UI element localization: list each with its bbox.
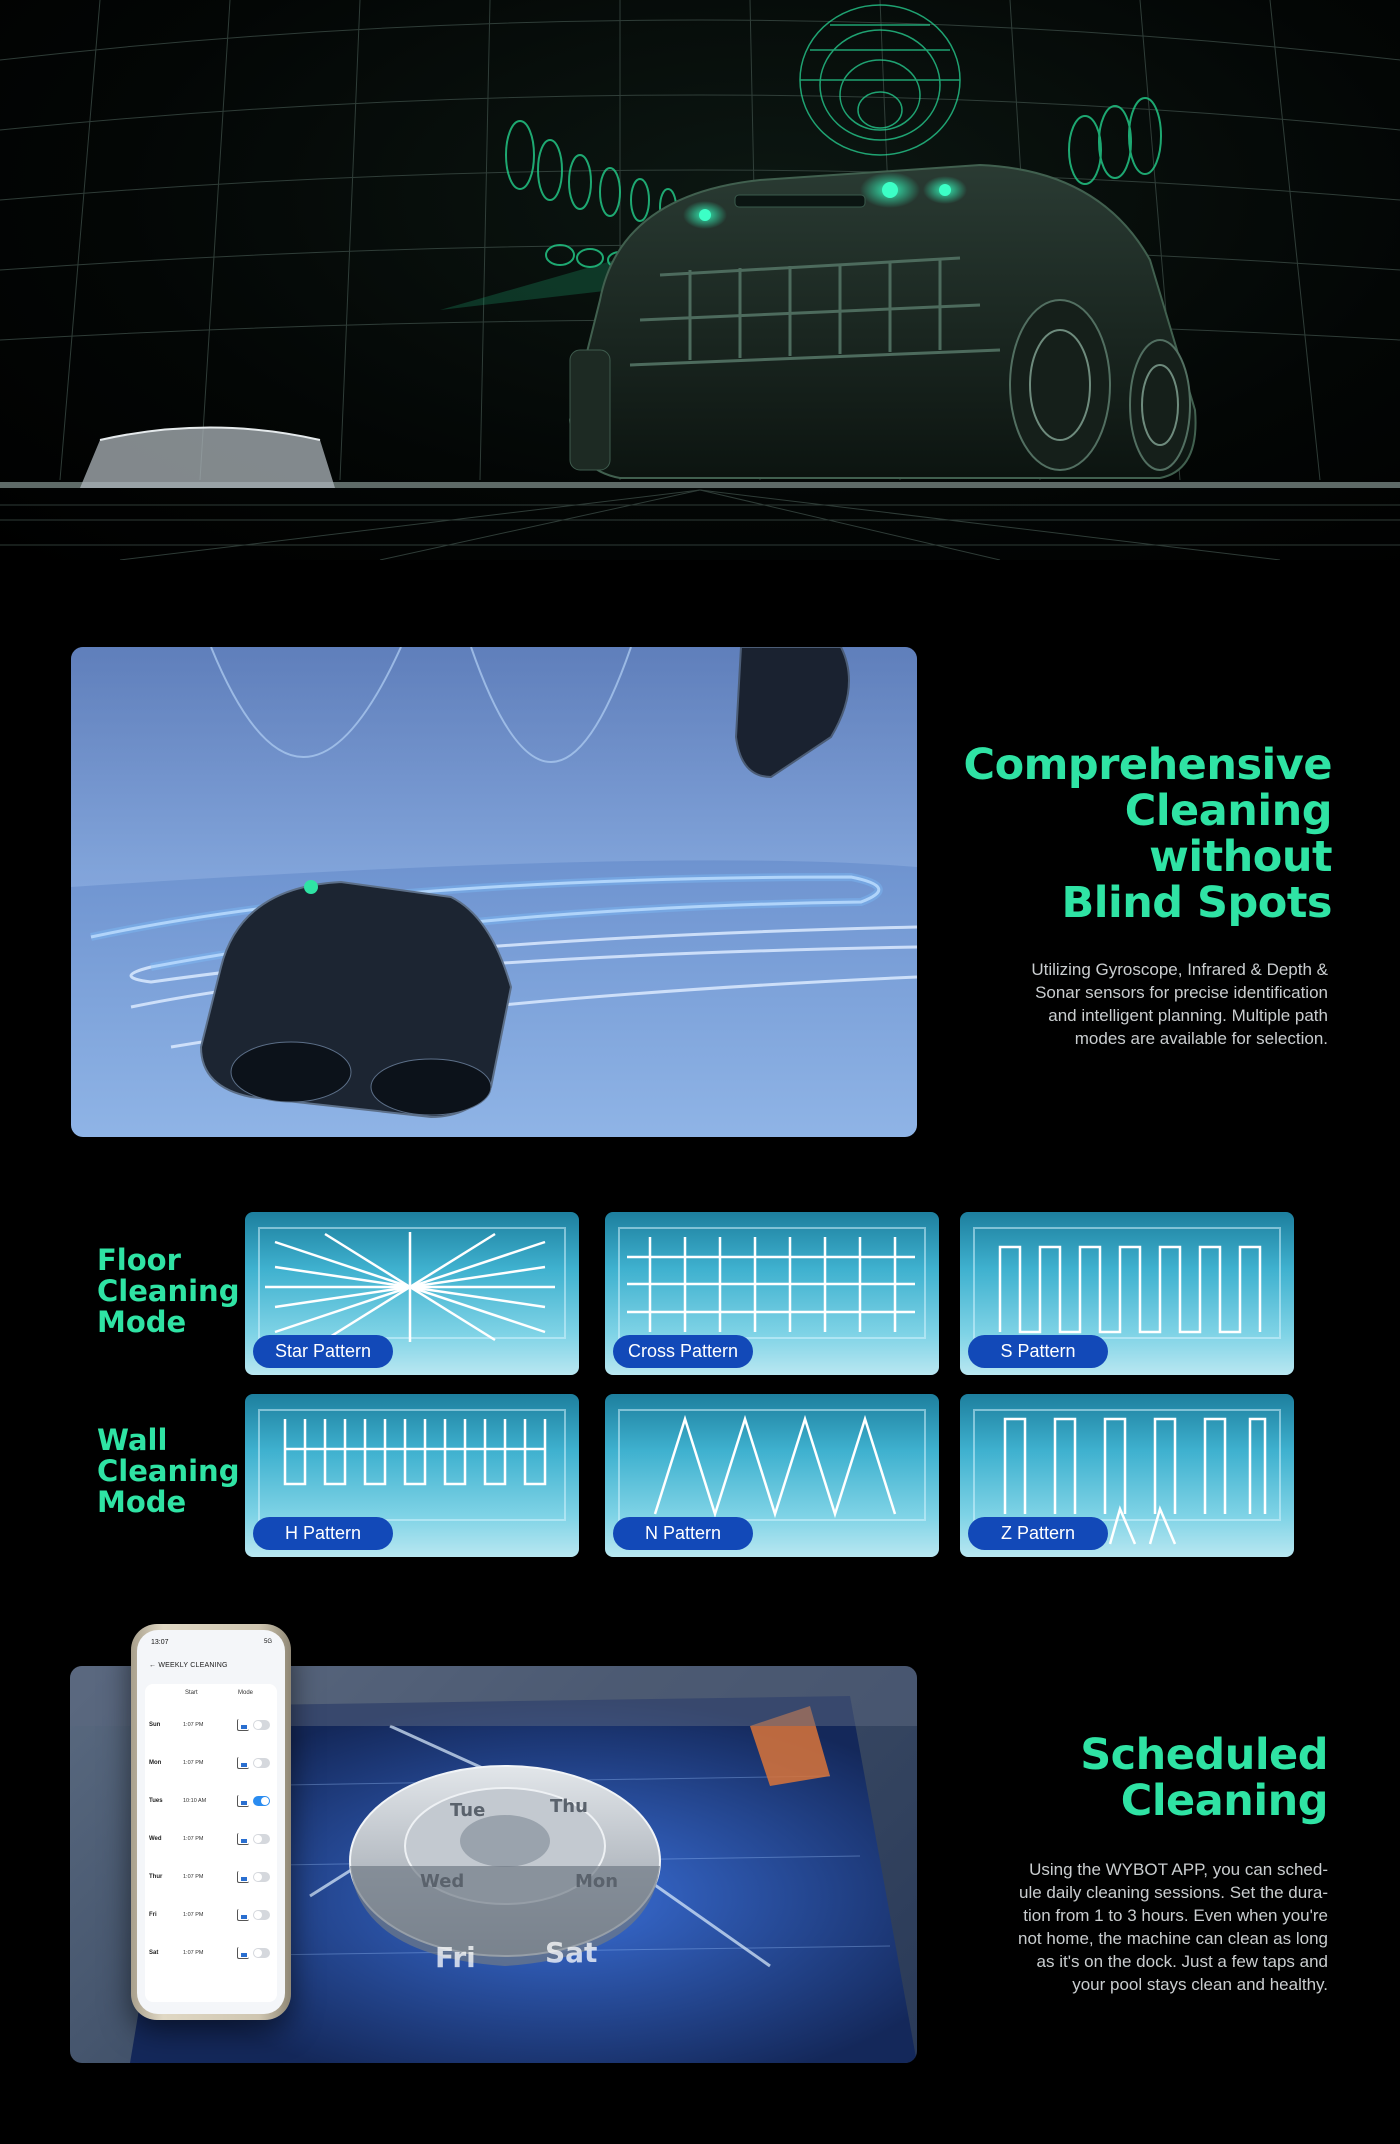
schedule-toggle[interactable] xyxy=(253,1796,270,1806)
mode-icon[interactable] xyxy=(237,1833,249,1845)
phone-app-mockup xyxy=(131,1624,291,2020)
pattern-card-n xyxy=(605,1394,939,1557)
scheduled-cleaning-title: Scheduled Cleaning xyxy=(1080,1730,1328,1826)
pattern-label-h: H Pattern xyxy=(253,1517,393,1550)
pattern-card-h xyxy=(245,1394,579,1557)
pattern-label-star: Star Pattern xyxy=(253,1335,393,1368)
mode-icon[interactable] xyxy=(237,1719,249,1731)
comprehensive-cleaning-description: Utilizing Gyroscope, Infrared & Depth & Sonar sensors for precise identification and intelligent planning. Multiple path modes are available for selection. xyxy=(1031,960,1328,1048)
schedule-row: Mon 1:07 PM xyxy=(145,1750,277,1780)
pattern-card-star xyxy=(245,1212,579,1375)
pattern-label-cross: Cross Pattern xyxy=(613,1335,753,1368)
schedule-row: Sun 1:07 PM xyxy=(145,1712,277,1742)
schedule-toggle[interactable] xyxy=(253,1910,270,1920)
weekly-cleaning-title: ← WEEKLY CLEANING xyxy=(149,1662,228,1669)
mode-icon[interactable] xyxy=(237,1795,249,1807)
mode-icon[interactable] xyxy=(237,1947,249,1959)
scheduled-cleaning-description: Using the WYBOT APP, you can sched- ule daily cleaning sessions. Set the dura- tion from 1 to 3 hours. Even when you're not home, the machine can clean as long as it's on the dock. Just a few taps and your pool stays clean and healthy. xyxy=(1018,1860,1328,1994)
mode-icon[interactable] xyxy=(237,1757,249,1769)
phone-status-icons: 5G xyxy=(263,1639,272,1645)
hero-wireframe-illustration xyxy=(0,0,1400,560)
comprehensive-cleaning-image xyxy=(71,647,917,1137)
schedule-toggle[interactable] xyxy=(253,1948,270,1958)
schedule-row: Sat 1:07 PM xyxy=(145,1940,277,1970)
phone-screen xyxy=(137,1630,285,2014)
pool-path-illustration xyxy=(71,647,917,1137)
back-arrow-icon[interactable]: ← xyxy=(149,1662,157,1669)
schedule-row: Tues 10:10 AM xyxy=(145,1788,277,1818)
floor-cleaning-mode-title: Floor Cleaning Mode xyxy=(97,1243,240,1339)
schedule-row: Wed 1:07 PM xyxy=(145,1826,277,1856)
pattern-label-s: S Pattern xyxy=(968,1335,1108,1368)
dock-day-labels: Tue Thu Wed Mon Fri Sat xyxy=(420,1796,619,1974)
comprehensive-cleaning-title: Comprehensive Cleaning without Blind Spots xyxy=(963,740,1332,928)
phone-status-time: 13:07 xyxy=(151,1639,169,1646)
col-mode-header: Mode xyxy=(238,1690,254,1696)
mode-icon[interactable] xyxy=(237,1909,249,1921)
col-start-header: Start xyxy=(185,1690,198,1696)
schedule-row: Thur 1:07 PM xyxy=(145,1864,277,1894)
schedule-toggle[interactable] xyxy=(253,1720,270,1730)
schedule-row: Fri 1:07 PM xyxy=(145,1902,277,1932)
pattern-label-z: Z Pattern xyxy=(968,1517,1108,1550)
pattern-card-z xyxy=(960,1394,1294,1557)
wall-cleaning-mode-title: Wall Cleaning Mode xyxy=(97,1423,240,1519)
pattern-label-n: N Pattern xyxy=(613,1517,753,1550)
schedule-toggle[interactable] xyxy=(253,1758,270,1768)
schedule-table xyxy=(145,1684,277,2002)
pattern-card-cross xyxy=(605,1212,939,1375)
pattern-card-s xyxy=(960,1212,1294,1375)
hero-robot-visual xyxy=(0,0,1400,560)
schedule-toggle[interactable] xyxy=(253,1834,270,1844)
mode-icon[interactable] xyxy=(237,1871,249,1883)
schedule-toggle[interactable] xyxy=(253,1872,270,1882)
